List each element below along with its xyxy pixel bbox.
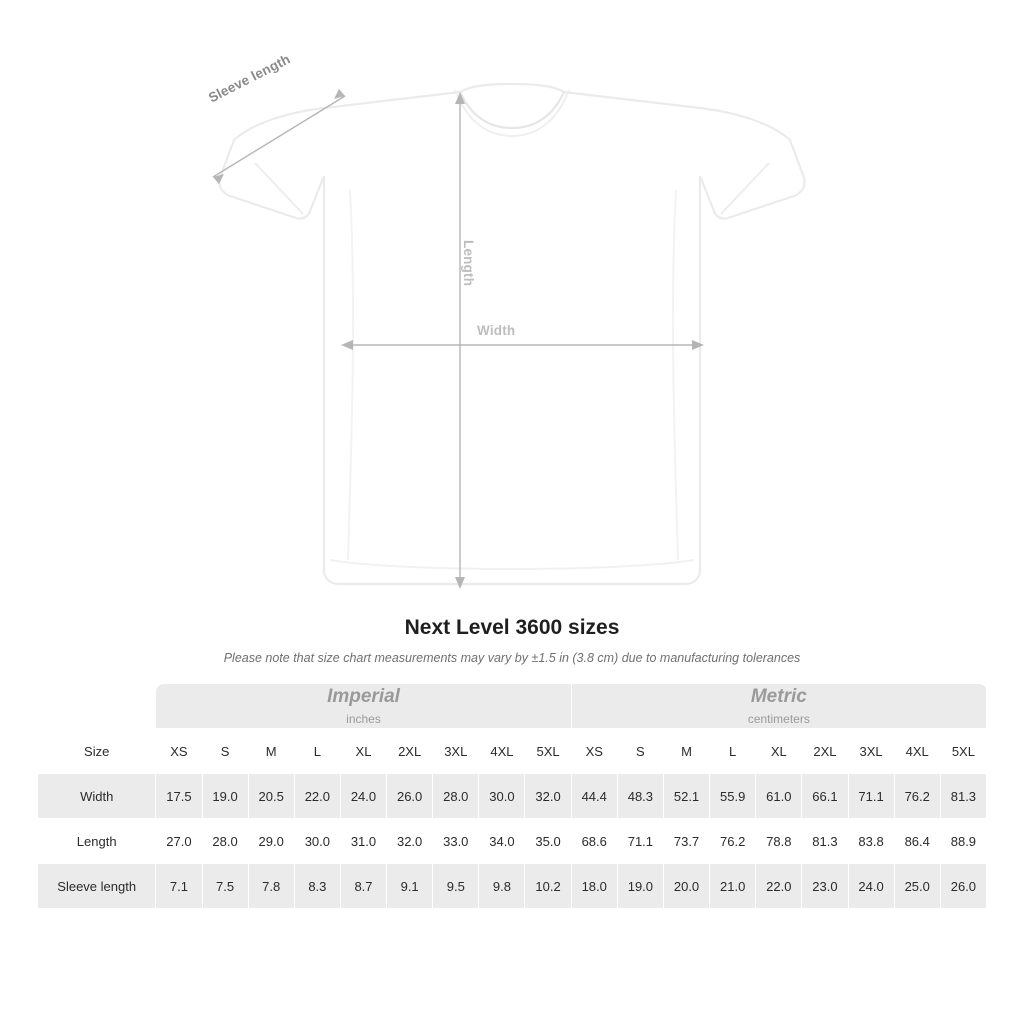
measurement-cell-metric: 48.3: [617, 774, 663, 819]
size-header-cell: 4XL: [894, 729, 940, 774]
size-header-row: [38, 729, 987, 774]
measurement-cell-imperial: 34.0: [479, 819, 525, 864]
size-header-cell: 2XL: [387, 729, 433, 774]
measurement-cell-imperial: 17.5: [156, 774, 202, 819]
measurement-cell-metric: 68.6: [571, 819, 617, 864]
measurement-cell-imperial: 32.0: [387, 819, 433, 864]
row-label: Length: [38, 819, 156, 864]
measurement-cell-metric: 73.7: [663, 819, 709, 864]
measurement-cell-metric: 23.0: [802, 864, 848, 909]
table-row: [38, 774, 987, 819]
size-header-cell: L: [710, 729, 756, 774]
row-label: Sleeve length: [38, 864, 156, 909]
measurement-cell-imperial: 28.0: [433, 774, 479, 819]
imperial-header-unit: inches: [346, 711, 381, 726]
size-header-cell: 2XL: [802, 729, 848, 774]
size-header-cell: L: [294, 729, 340, 774]
imperial-header-name: Imperial inches: [156, 686, 570, 727]
measurement-cell-metric: 78.8: [756, 819, 802, 864]
size-header-cell: S: [617, 729, 663, 774]
measurement-cell-imperial: 7.5: [202, 864, 248, 909]
measurement-cell-imperial: 31.0: [340, 819, 386, 864]
measurement-cell-imperial: 27.0: [156, 819, 202, 864]
measurement-cell-metric: 25.0: [894, 864, 940, 909]
size-header-cell: M: [248, 729, 294, 774]
title-block: [0, 616, 1024, 665]
sleeve-length-label: Sleeve length: [206, 51, 293, 106]
measurement-cell-metric: 76.2: [894, 774, 940, 819]
measurement-cell-metric: 19.0: [617, 864, 663, 909]
measurement-cell-imperial: 30.0: [479, 774, 525, 819]
measurement-cell-metric: 21.0: [710, 864, 756, 909]
size-chart-table-wrap: [37, 683, 987, 909]
measurement-cell-metric: 88.9: [940, 819, 986, 864]
measurement-cell-metric: 86.4: [894, 819, 940, 864]
measurement-cell-imperial: 24.0: [340, 774, 386, 819]
measurement-cell-imperial: 7.1: [156, 864, 202, 909]
size-header-cell: 5XL: [940, 729, 986, 774]
measurement-cell-metric: 81.3: [940, 774, 986, 819]
size-header-cell: M: [663, 729, 709, 774]
metric-header-name: Metric centimeters: [572, 686, 986, 727]
measurement-cell-metric: 24.0: [848, 864, 894, 909]
measurement-cell-imperial: 8.7: [340, 864, 386, 909]
measurement-cell-imperial: 9.8: [479, 864, 525, 909]
measurement-cell-metric: 66.1: [802, 774, 848, 819]
measurement-cell-imperial: 20.5: [248, 774, 294, 819]
measurement-cell-imperial: 19.0: [202, 774, 248, 819]
size-header-cell: XS: [156, 729, 202, 774]
imperial-header: [156, 684, 571, 729]
measurement-cell-metric: 71.1: [848, 774, 894, 819]
measurement-cell-imperial: 29.0: [248, 819, 294, 864]
table-row: [38, 819, 987, 864]
measurement-cell-metric: 44.4: [571, 774, 617, 819]
size-header-cell: XS: [571, 729, 617, 774]
measurement-cell-imperial: 8.3: [294, 864, 340, 909]
table-row: [38, 864, 987, 909]
table-corner-cell: [38, 684, 156, 729]
measurement-cell-imperial: 9.5: [433, 864, 479, 909]
measurement-cell-imperial: 10.2: [525, 864, 571, 909]
page-title: Next Level 3600 sizes: [404, 616, 620, 639]
measurement-cell-imperial: 22.0: [294, 774, 340, 819]
size-header-cell: S: [202, 729, 248, 774]
measurement-cell-imperial: 7.8: [248, 864, 294, 909]
size-header-cell: 4XL: [479, 729, 525, 774]
measurement-cell-metric: 76.2: [710, 819, 756, 864]
measurement-cell-imperial: 30.0: [294, 819, 340, 864]
metric-header-unit: centimeters: [747, 711, 810, 726]
measurement-cell-metric: 61.0: [756, 774, 802, 819]
measurement-cell-metric: 20.0: [663, 864, 709, 909]
size-column-header: Size: [38, 729, 156, 774]
measurement-cell-metric: 71.1: [617, 819, 663, 864]
measurement-cell-imperial: 28.0: [202, 819, 248, 864]
metric-header: [571, 684, 986, 729]
measurement-cell-imperial: 32.0: [525, 774, 571, 819]
size-header-cell: XL: [340, 729, 386, 774]
row-label: Width: [38, 774, 156, 819]
length-label: Length: [461, 240, 476, 287]
measurement-cell-metric: 26.0: [940, 864, 986, 909]
measurement-cell-imperial: 35.0: [525, 819, 571, 864]
tolerance-note: Please note that size chart measurements may vary by ±1.5 in (3.8 cm) due to manufacturing tolerances: [223, 651, 801, 665]
size-header-cell: 3XL: [848, 729, 894, 774]
measurement-cell-metric: 22.0: [756, 864, 802, 909]
width-label: Width: [477, 323, 516, 338]
measurement-cell-imperial: 26.0: [387, 774, 433, 819]
measurement-cell-imperial: 9.1: [387, 864, 433, 909]
measurement-cell-metric: 81.3: [802, 819, 848, 864]
unit-system-row: [38, 684, 987, 729]
size-header-cell: 3XL: [433, 729, 479, 774]
measurement-cell-metric: 52.1: [663, 774, 709, 819]
measurement-cell-metric: 18.0: [571, 864, 617, 909]
measurement-cell-imperial: 33.0: [433, 819, 479, 864]
size-chart-table: [37, 683, 987, 909]
size-header-cell: XL: [756, 729, 802, 774]
size-header-cell: 5XL: [525, 729, 571, 774]
measurement-cell-metric: 55.9: [710, 774, 756, 819]
measurement-cell-metric: 83.8: [848, 819, 894, 864]
